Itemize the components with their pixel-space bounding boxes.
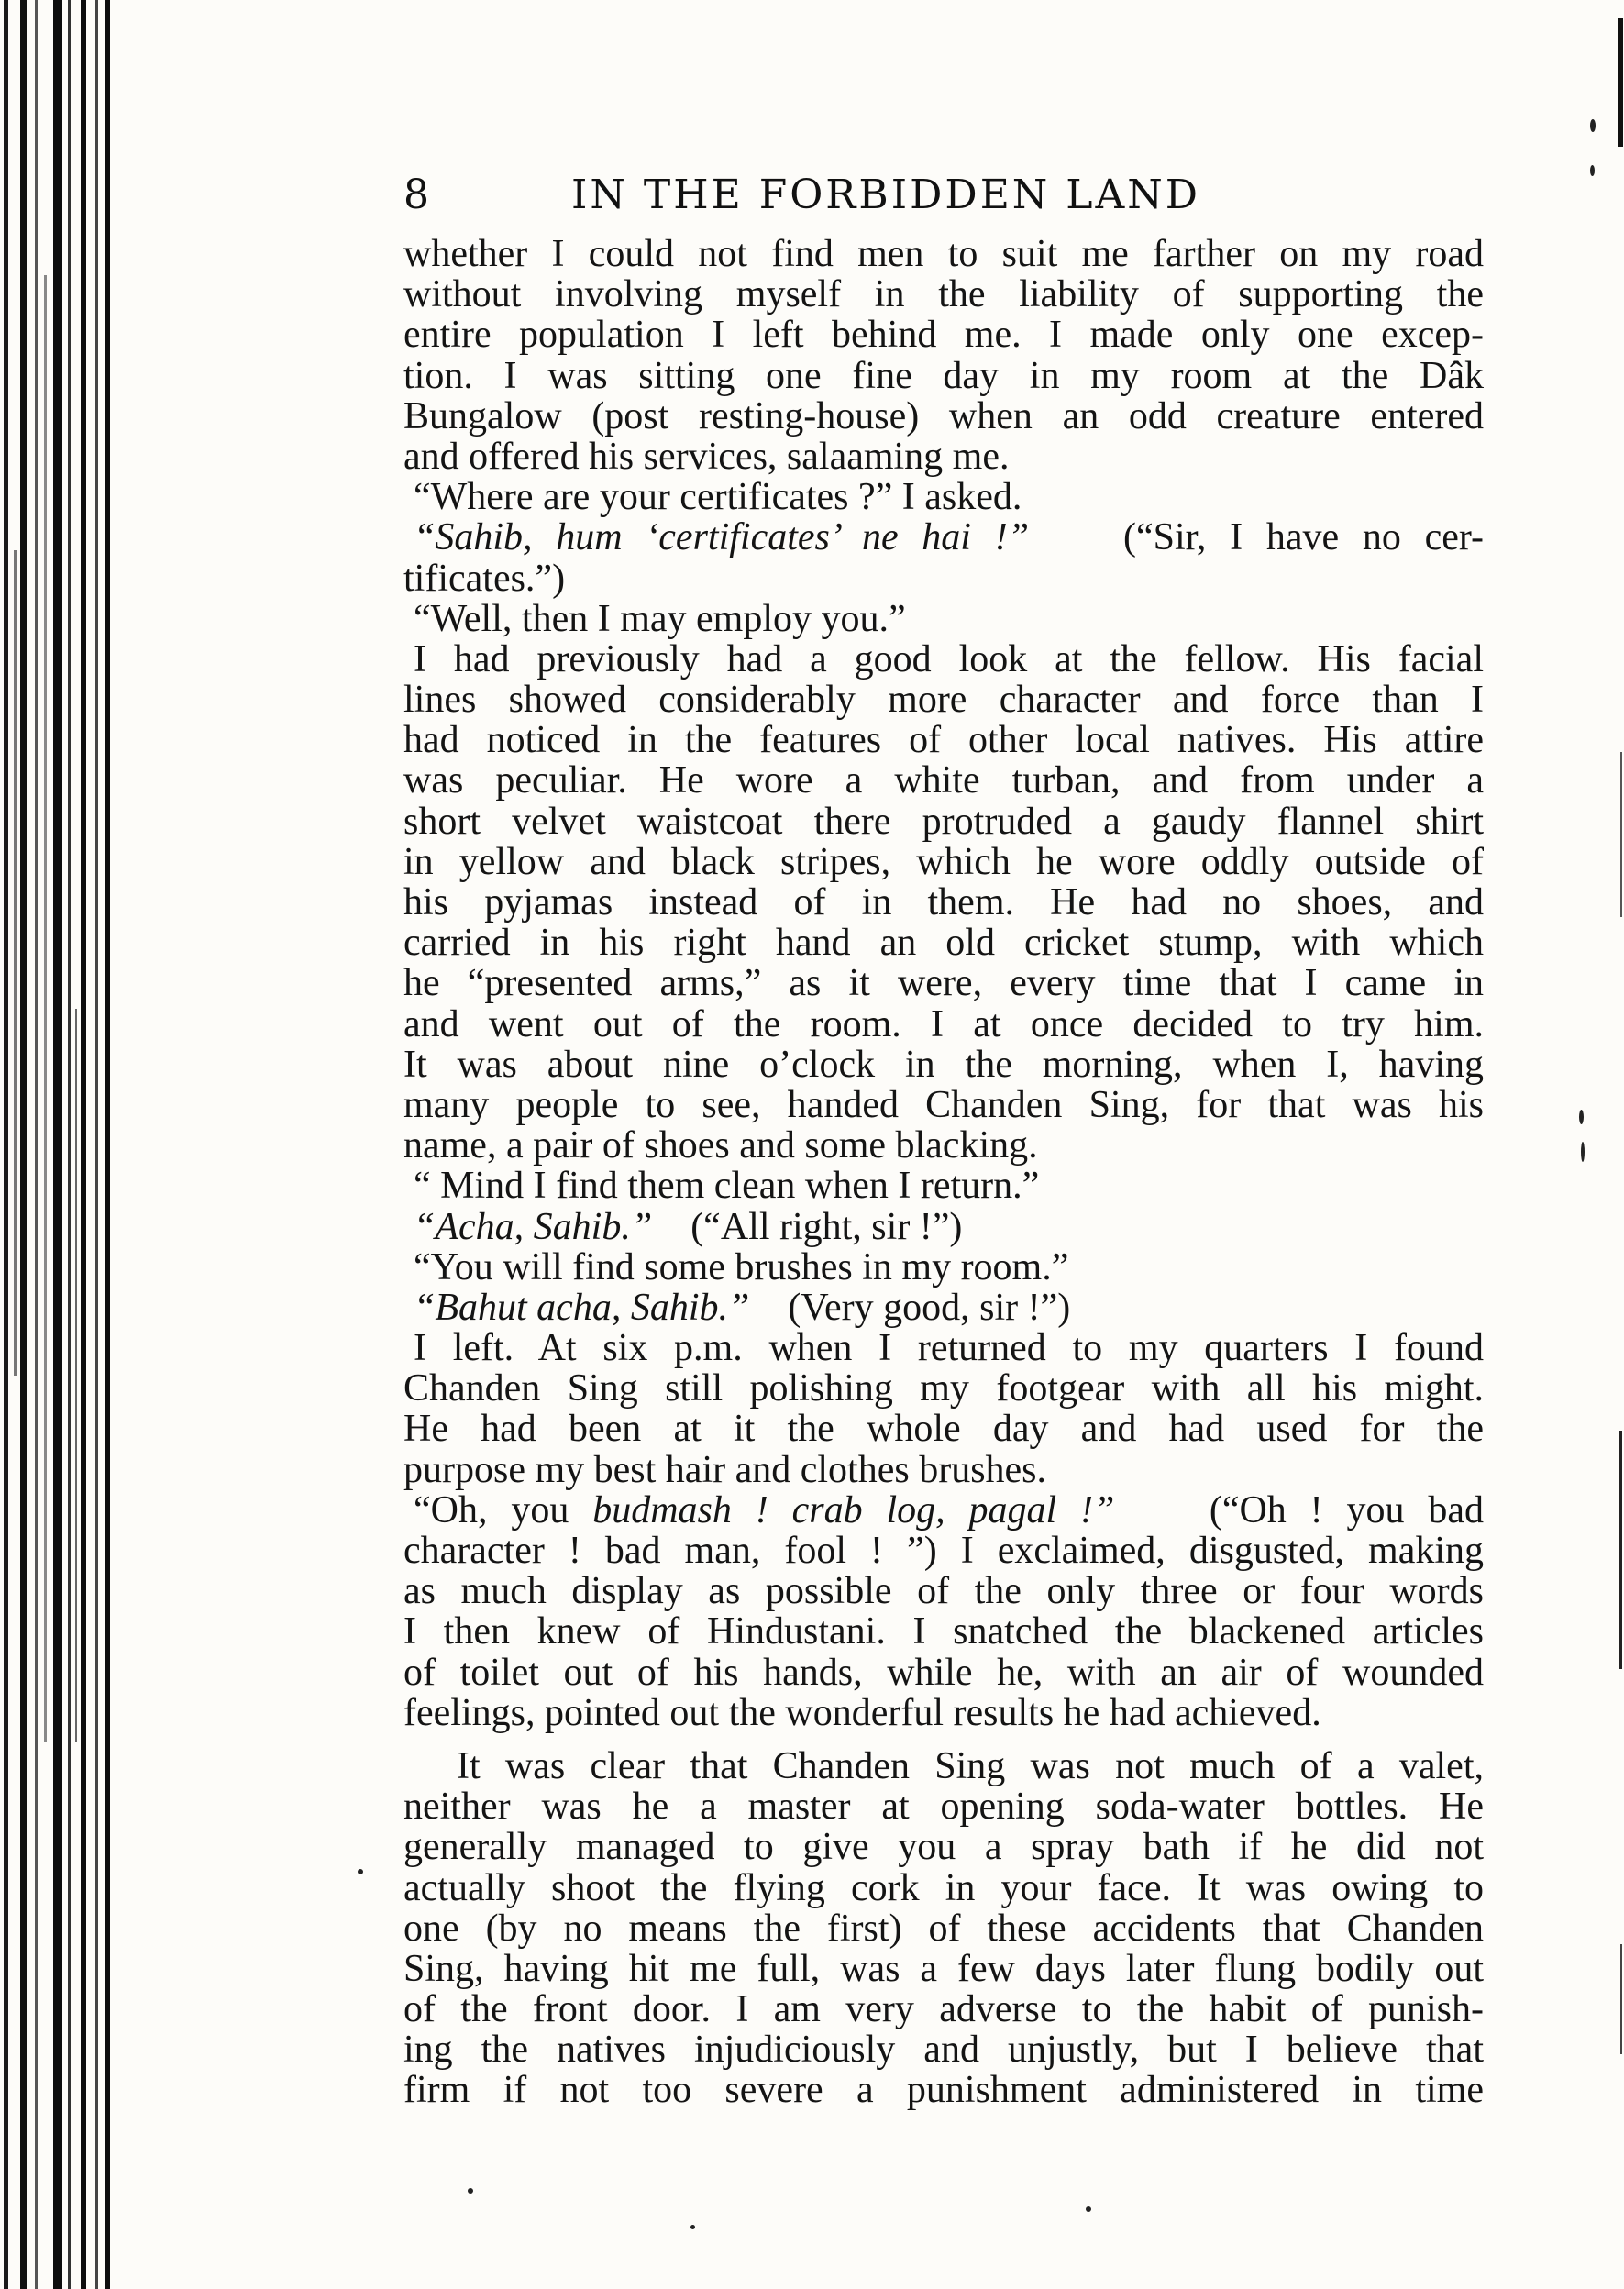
text-line: Chanden Sing still polishing my footgear with all his might.: [403, 1367, 1484, 1410]
text-line: actually shoot the flying cork in your face. It was owing to: [403, 1866, 1484, 1909]
running-title: IN THE FORBIDDEN LAND: [571, 171, 1201, 218]
text-line: “ Mind I find them clean when I return.”: [414, 1165, 1040, 1208]
italic-phrase: “Bahut acha, Sahib.”: [414, 1286, 750, 1329]
page-number: 8: [403, 171, 429, 218]
text-line: had noticed in the features of other local natives. His attire: [403, 719, 1484, 762]
scan-speck: [1086, 2206, 1091, 2212]
paragraph-gap: [403, 1733, 1484, 1746]
text-line: I then knew of Hindustani. I snatched the blackened articles: [403, 1610, 1484, 1653]
text-segment: (“Oh ! you bad: [1209, 1488, 1485, 1532]
text-line: he “presented arms,” as it were, every time that I came in: [403, 962, 1484, 1005]
scan-speck: [1581, 1142, 1585, 1162]
italic-phrase: “Acha, Sahib.”: [414, 1205, 653, 1248]
text-line: was peculiar. He wore a white turban, and from under a: [403, 759, 1484, 802]
scan-speck: [358, 1869, 363, 1874]
text-line: his pyjamas instead of in them. He had no shoes, and: [403, 881, 1484, 923]
text-line: I left. At six p.m. when I returned to my quarters I found: [414, 1327, 1484, 1370]
text-line: Bungalow (post resting-house) when an odd creature entered: [403, 394, 1484, 437]
text-line: of the front door. I am very adverse to the habit of punish-: [403, 1988, 1484, 2031]
running-header: [403, 168, 1484, 223]
text-line: and offered his services, salaaming me.: [403, 435, 1010, 478]
text-line: Sing, having hit me full, was a few days later flung bodily out: [403, 1947, 1484, 1990]
text-line: firm if not too severe a punishment administered in time: [403, 2069, 1484, 2112]
text-line: neither was he a master at opening soda-water bottles. He: [403, 1786, 1484, 1829]
scan-speck: [1579, 1110, 1584, 1124]
text-line: short velvet waistcoat there protruded a gaudy flannel shirt: [403, 800, 1484, 843]
text-line: He had been at it the whole day and had used for the: [403, 1408, 1484, 1451]
text-line: whether I could not find men to suit me farther on my road: [403, 233, 1484, 275]
text-line: in yellow and black stripes, which he wore oddly outside of: [403, 840, 1484, 883]
text-line: It was clear that Chanden Sing was not much of a valet,: [457, 1744, 1484, 1787]
text-line: tificates.”): [403, 557, 566, 600]
text-line: entire population I left behind me. I made only one excep-: [403, 314, 1484, 357]
text-line: character ! bad man, fool ! ”) I exclaimed, disgusted, making: [403, 1530, 1484, 1572]
text-line: generally managed to give you a spray bath if he did not: [403, 1826, 1484, 1869]
text-line: I had previously had a good look at the fellow. His facial: [414, 637, 1484, 680]
text-segment: (“Sir, I have no cer-: [1122, 516, 1485, 559]
text-line: tion. I was sitting one fine day in my room at the Dâk: [403, 354, 1484, 397]
text-line: ing the natives injudiciously and unjustly, but I believe that: [403, 2029, 1484, 2072]
binding-gutter: [0, 0, 119, 2289]
text-line: “You will find some brushes in my room.”: [414, 1245, 1069, 1288]
text-line: [403, 517, 1484, 558]
text-line: feelings, pointed out the wonderful results he had achieved.: [403, 1691, 1321, 1734]
scan-speck: [1590, 165, 1595, 176]
text-line: carried in his right hand an old cricket stump, with which: [403, 922, 1484, 965]
body-text: [403, 234, 1484, 2111]
text-line: [403, 1288, 1484, 1328]
text-line: many people to see, handed Chanden Sing, for that was his: [403, 1083, 1484, 1126]
text-segment: (“All right, sir !”): [690, 1205, 963, 1248]
page-edge: [1606, 0, 1624, 2289]
italic-phrase: “Sahib, hum ‘certificates’ ne hai !”: [414, 516, 1030, 559]
text-line: “Well, then I may employ you.”: [414, 597, 906, 640]
text-line: [403, 1207, 1484, 1247]
text-line: of toilet out of his hands, while he, with an air of wounded: [403, 1651, 1484, 1694]
scan-speck: [690, 2225, 695, 2229]
text-line: lines showed considerably more character and force than I: [403, 679, 1484, 722]
text-line: It was about nine o’clock in the morning, when I, having: [403, 1043, 1484, 1086]
text-line: name, a pair of shoes and some blacking.: [403, 1124, 1038, 1167]
italic-phrase: budmash ! crab log, pagal !”: [592, 1488, 1115, 1532]
text-line: purpose my best hair and clothes brushes.: [403, 1448, 1047, 1491]
scan-speck: [1590, 119, 1596, 132]
text-segment: (Very good, sir !”): [788, 1286, 1071, 1329]
text-segment: “Oh, you: [414, 1488, 569, 1532]
text-line: without involving myself in the liability of supporting the: [403, 273, 1484, 316]
text-line: and went out of the room. I at once decided to try him.: [403, 1002, 1484, 1045]
scan-speck: [468, 2188, 473, 2194]
text-line: as much display as possible of the only three or four words: [403, 1570, 1484, 1613]
text-line: “Where are your certificates ?” I asked.: [414, 476, 1022, 519]
text-line: [403, 1490, 1484, 1531]
text-line: one (by no means the first) of these accidents that Chanden: [403, 1907, 1484, 1950]
